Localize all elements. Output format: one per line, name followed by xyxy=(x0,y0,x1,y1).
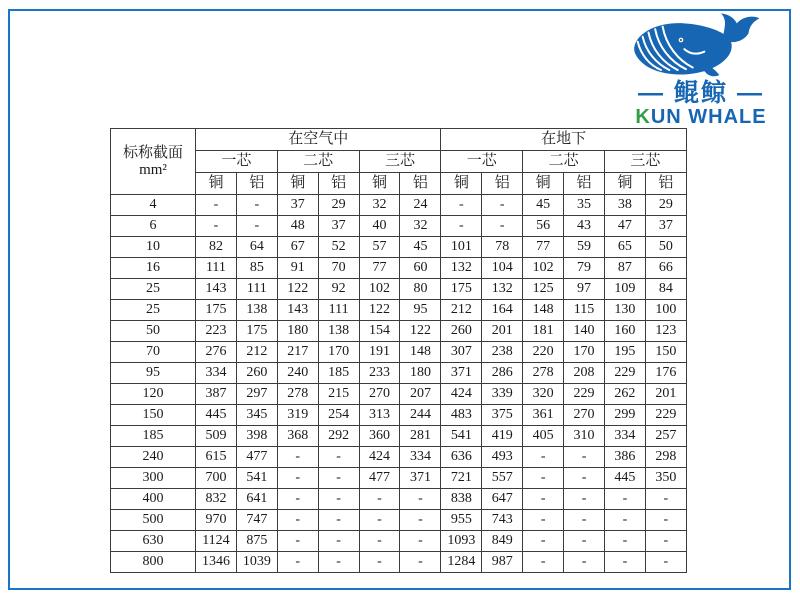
value-cell: 278 xyxy=(277,384,318,405)
value-cell: 160 xyxy=(604,321,645,342)
value-cell: - xyxy=(277,552,318,573)
value-cell: 1284 xyxy=(441,552,482,573)
value-cell: 445 xyxy=(604,468,645,489)
value-cell: 57 xyxy=(359,237,400,258)
material-header-cell: 铜 xyxy=(604,173,645,195)
value-cell: 345 xyxy=(236,405,277,426)
value-cell: 185 xyxy=(318,363,359,384)
table-row xyxy=(111,489,687,510)
value-cell: 238 xyxy=(482,342,523,363)
table-row xyxy=(111,237,687,258)
value-cell: 1124 xyxy=(196,531,237,552)
value-cell: 747 xyxy=(236,510,277,531)
value-cell: 47 xyxy=(604,216,645,237)
value-cell: 229 xyxy=(604,363,645,384)
material-header-cell: 铝 xyxy=(482,173,523,195)
table-header xyxy=(111,129,687,195)
value-cell: - xyxy=(523,510,564,531)
value-cell: 64 xyxy=(236,237,277,258)
value-cell: 483 xyxy=(441,405,482,426)
material-header-cell: 铜 xyxy=(196,173,237,195)
value-cell: 79 xyxy=(564,258,605,279)
table-row xyxy=(111,300,687,321)
table-row xyxy=(111,426,687,447)
core-header-cell: 三芯 xyxy=(604,151,686,173)
value-cell: 91 xyxy=(277,258,318,279)
value-cell: 262 xyxy=(604,384,645,405)
value-cell: 615 xyxy=(196,447,237,468)
value-cell: 138 xyxy=(318,321,359,342)
value-cell: 170 xyxy=(318,342,359,363)
value-cell: 286 xyxy=(482,363,523,384)
value-cell: - xyxy=(277,447,318,468)
value-cell: 320 xyxy=(523,384,564,405)
value-cell: 838 xyxy=(441,489,482,510)
section-cell: 800 xyxy=(111,552,196,573)
value-cell: 541 xyxy=(441,426,482,447)
value-cell: 875 xyxy=(236,531,277,552)
value-cell: 84 xyxy=(645,279,686,300)
value-cell: 212 xyxy=(441,300,482,321)
value-cell: - xyxy=(359,510,400,531)
value-cell: 350 xyxy=(645,468,686,489)
value-cell: 97 xyxy=(564,279,605,300)
value-cell: 386 xyxy=(604,447,645,468)
value-cell: 66 xyxy=(645,258,686,279)
value-cell: 140 xyxy=(564,321,605,342)
value-cell: 109 xyxy=(604,279,645,300)
value-cell: - xyxy=(645,531,686,552)
value-cell: 281 xyxy=(400,426,441,447)
section-cell: 150 xyxy=(111,405,196,426)
value-cell: - xyxy=(604,531,645,552)
value-cell: 32 xyxy=(400,216,441,237)
core-header-cell: 一芯 xyxy=(441,151,523,173)
value-cell: 270 xyxy=(359,384,400,405)
table-row xyxy=(111,216,687,237)
table-row xyxy=(111,363,687,384)
value-cell: 298 xyxy=(645,447,686,468)
table-row xyxy=(111,405,687,426)
value-cell: 48 xyxy=(277,216,318,237)
cable-ampacity-table xyxy=(110,128,687,573)
value-cell: 176 xyxy=(645,363,686,384)
value-cell: 361 xyxy=(523,405,564,426)
value-cell: 29 xyxy=(318,195,359,216)
core-header-cell: 三芯 xyxy=(359,151,441,173)
value-cell: 38 xyxy=(604,195,645,216)
value-cell: - xyxy=(604,510,645,531)
value-cell: 123 xyxy=(645,321,686,342)
value-cell: - xyxy=(277,468,318,489)
material-header-cell: 铝 xyxy=(236,173,277,195)
value-cell: 477 xyxy=(236,447,277,468)
brand-name-english xyxy=(612,106,790,128)
value-cell: - xyxy=(277,531,318,552)
value-cell: 310 xyxy=(564,426,605,447)
value-cell: 115 xyxy=(564,300,605,321)
value-cell: 37 xyxy=(318,216,359,237)
value-cell: 339 xyxy=(482,384,523,405)
value-cell: 132 xyxy=(441,258,482,279)
value-cell: 87 xyxy=(604,258,645,279)
value-cell: 92 xyxy=(318,279,359,300)
value-cell: 419 xyxy=(482,426,523,447)
value-cell: 387 xyxy=(196,384,237,405)
value-cell: 832 xyxy=(196,489,237,510)
value-cell: 32 xyxy=(359,195,400,216)
value-cell: - xyxy=(604,552,645,573)
value-cell: - xyxy=(196,195,237,216)
value-cell: - xyxy=(482,216,523,237)
value-cell: 40 xyxy=(359,216,400,237)
value-cell: 987 xyxy=(482,552,523,573)
value-cell: - xyxy=(277,489,318,510)
value-cell: 260 xyxy=(236,363,277,384)
table-row xyxy=(111,258,687,279)
value-cell: 371 xyxy=(441,363,482,384)
group-header-in-air: 在空气中 xyxy=(196,129,441,151)
value-cell: 276 xyxy=(196,342,237,363)
value-cell: 541 xyxy=(236,468,277,489)
material-header-cell: 铜 xyxy=(441,173,482,195)
core-header-cell: 一芯 xyxy=(196,151,278,173)
value-cell: 181 xyxy=(523,321,564,342)
value-cell: 45 xyxy=(523,195,564,216)
value-cell: 180 xyxy=(277,321,318,342)
value-cell: 77 xyxy=(359,258,400,279)
brand-logo xyxy=(612,10,790,128)
value-cell: 201 xyxy=(645,384,686,405)
value-cell: 56 xyxy=(523,216,564,237)
brand-name-chinese: — 鲲鲸 — xyxy=(638,79,764,107)
value-cell: 334 xyxy=(400,447,441,468)
table-row xyxy=(111,468,687,489)
section-cell: 630 xyxy=(111,531,196,552)
value-cell: 445 xyxy=(196,405,237,426)
value-cell: 208 xyxy=(564,363,605,384)
section-cell: 4 xyxy=(111,195,196,216)
value-cell: 77 xyxy=(523,237,564,258)
table-row xyxy=(111,321,687,342)
value-cell: 130 xyxy=(604,300,645,321)
value-cell: 175 xyxy=(236,321,277,342)
group-header-underground: 在地下 xyxy=(441,129,686,151)
value-cell: 85 xyxy=(236,258,277,279)
value-cell: 220 xyxy=(523,342,564,363)
value-cell: - xyxy=(196,216,237,237)
value-cell: 100 xyxy=(645,300,686,321)
value-cell: - xyxy=(400,510,441,531)
table-row xyxy=(111,195,687,216)
value-cell: 50 xyxy=(645,237,686,258)
value-cell: 212 xyxy=(236,342,277,363)
table-body xyxy=(111,195,687,573)
section-cell: 10 xyxy=(111,237,196,258)
value-cell: - xyxy=(523,552,564,573)
value-cell: 111 xyxy=(318,300,359,321)
value-cell: 170 xyxy=(564,342,605,363)
value-cell: 37 xyxy=(645,216,686,237)
value-cell: 148 xyxy=(523,300,564,321)
value-cell: 154 xyxy=(359,321,400,342)
material-header-cell: 铜 xyxy=(277,173,318,195)
value-cell: 334 xyxy=(604,426,645,447)
value-cell: 45 xyxy=(400,237,441,258)
value-cell: 111 xyxy=(236,279,277,300)
value-cell: - xyxy=(318,531,359,552)
material-header-cell: 铜 xyxy=(359,173,400,195)
value-cell: 175 xyxy=(196,300,237,321)
value-cell: - xyxy=(604,489,645,510)
value-cell: 229 xyxy=(645,405,686,426)
value-cell: 65 xyxy=(604,237,645,258)
value-cell: - xyxy=(359,552,400,573)
value-cell: 143 xyxy=(196,279,237,300)
value-cell: 700 xyxy=(196,468,237,489)
value-cell: - xyxy=(441,195,482,216)
value-cell: - xyxy=(482,195,523,216)
section-cell: 16 xyxy=(111,258,196,279)
value-cell: 368 xyxy=(277,426,318,447)
value-cell: 292 xyxy=(318,426,359,447)
corner-header: 标称截面 mm² xyxy=(111,129,196,195)
value-cell: - xyxy=(400,552,441,573)
section-cell: 500 xyxy=(111,510,196,531)
section-cell: 300 xyxy=(111,468,196,489)
value-cell: 150 xyxy=(645,342,686,363)
material-header-cell: 铜 xyxy=(523,173,564,195)
value-cell: - xyxy=(400,531,441,552)
value-cell: - xyxy=(523,531,564,552)
section-cell: 240 xyxy=(111,447,196,468)
value-cell: 207 xyxy=(400,384,441,405)
value-cell: 191 xyxy=(359,342,400,363)
value-cell: 278 xyxy=(523,363,564,384)
value-cell: 122 xyxy=(359,300,400,321)
value-cell: 125 xyxy=(523,279,564,300)
value-cell: 132 xyxy=(482,279,523,300)
value-cell: 405 xyxy=(523,426,564,447)
section-cell: 400 xyxy=(111,489,196,510)
value-cell: 60 xyxy=(400,258,441,279)
value-cell: 35 xyxy=(564,195,605,216)
value-cell: - xyxy=(359,489,400,510)
value-cell: - xyxy=(400,489,441,510)
value-cell: 647 xyxy=(482,489,523,510)
value-cell: 164 xyxy=(482,300,523,321)
section-cell: 185 xyxy=(111,426,196,447)
table-row xyxy=(111,384,687,405)
value-cell: - xyxy=(645,489,686,510)
value-cell: - xyxy=(318,468,359,489)
value-cell: 557 xyxy=(482,468,523,489)
brand-name-rest: UN WHALE xyxy=(650,106,767,128)
value-cell: 334 xyxy=(196,363,237,384)
value-cell: - xyxy=(318,447,359,468)
value-cell: 229 xyxy=(564,384,605,405)
value-cell: 743 xyxy=(482,510,523,531)
table-row xyxy=(111,447,687,468)
brand-letter-accent: K xyxy=(635,106,651,128)
value-cell: - xyxy=(359,531,400,552)
value-cell: 299 xyxy=(604,405,645,426)
value-cell: 102 xyxy=(523,258,564,279)
section-cell: 120 xyxy=(111,384,196,405)
core-header-cell: 二芯 xyxy=(277,151,359,173)
section-cell: 25 xyxy=(111,279,196,300)
value-cell: - xyxy=(564,489,605,510)
material-header-cell: 铝 xyxy=(318,173,359,195)
value-cell: 122 xyxy=(277,279,318,300)
value-cell: 424 xyxy=(441,384,482,405)
value-cell: 175 xyxy=(441,279,482,300)
table-row xyxy=(111,510,687,531)
value-cell: 1039 xyxy=(236,552,277,573)
value-cell: 493 xyxy=(482,447,523,468)
value-cell: 240 xyxy=(277,363,318,384)
value-cell: 37 xyxy=(277,195,318,216)
material-header-cell: 铝 xyxy=(400,173,441,195)
value-cell: 641 xyxy=(236,489,277,510)
value-cell: 721 xyxy=(441,468,482,489)
value-cell: - xyxy=(564,447,605,468)
value-cell: 215 xyxy=(318,384,359,405)
value-cell: 307 xyxy=(441,342,482,363)
value-cell: 260 xyxy=(441,321,482,342)
value-cell: 223 xyxy=(196,321,237,342)
value-cell: 319 xyxy=(277,405,318,426)
value-cell: - xyxy=(318,489,359,510)
value-cell: 104 xyxy=(482,258,523,279)
value-cell: 195 xyxy=(604,342,645,363)
value-cell: 138 xyxy=(236,300,277,321)
value-cell: 102 xyxy=(359,279,400,300)
value-cell: 636 xyxy=(441,447,482,468)
value-cell: 244 xyxy=(400,405,441,426)
material-header-cell: 铝 xyxy=(564,173,605,195)
value-cell: 398 xyxy=(236,426,277,447)
value-cell: - xyxy=(564,531,605,552)
value-cell: - xyxy=(236,195,277,216)
value-cell: 477 xyxy=(359,468,400,489)
value-cell: 111 xyxy=(196,258,237,279)
value-cell: 43 xyxy=(564,216,605,237)
table-row xyxy=(111,279,687,300)
value-cell: 849 xyxy=(482,531,523,552)
value-cell: - xyxy=(318,552,359,573)
value-cell: - xyxy=(564,552,605,573)
value-cell: 313 xyxy=(359,405,400,426)
value-cell: 101 xyxy=(441,237,482,258)
value-cell: 59 xyxy=(564,237,605,258)
value-cell: 95 xyxy=(400,300,441,321)
value-cell: - xyxy=(523,447,564,468)
whale-logo-icon xyxy=(612,10,790,80)
section-cell: 25 xyxy=(111,300,196,321)
value-cell: 82 xyxy=(196,237,237,258)
value-cell: 970 xyxy=(196,510,237,531)
value-cell: - xyxy=(564,510,605,531)
table-row xyxy=(111,342,687,363)
value-cell: 297 xyxy=(236,384,277,405)
value-cell: 375 xyxy=(482,405,523,426)
value-cell: - xyxy=(523,489,564,510)
value-cell: 217 xyxy=(277,342,318,363)
value-cell: 254 xyxy=(318,405,359,426)
value-cell: 201 xyxy=(482,321,523,342)
value-cell: 29 xyxy=(645,195,686,216)
table-row xyxy=(111,552,687,573)
value-cell: 70 xyxy=(318,258,359,279)
value-cell: 257 xyxy=(645,426,686,447)
value-cell: 52 xyxy=(318,237,359,258)
value-cell: - xyxy=(645,552,686,573)
material-header-row xyxy=(111,173,687,195)
value-cell: 371 xyxy=(400,468,441,489)
value-cell: 424 xyxy=(359,447,400,468)
value-cell: 1346 xyxy=(196,552,237,573)
value-cell: 955 xyxy=(441,510,482,531)
section-cell: 6 xyxy=(111,216,196,237)
value-cell: 80 xyxy=(400,279,441,300)
value-cell: 1093 xyxy=(441,531,482,552)
value-cell: 180 xyxy=(400,363,441,384)
value-cell: 67 xyxy=(277,237,318,258)
section-cell: 70 xyxy=(111,342,196,363)
value-cell: 143 xyxy=(277,300,318,321)
section-cell: 95 xyxy=(111,363,196,384)
value-cell: 270 xyxy=(564,405,605,426)
core-header-cell: 二芯 xyxy=(523,151,605,173)
core-header-row xyxy=(111,151,687,173)
value-cell: - xyxy=(645,510,686,531)
value-cell: 122 xyxy=(400,321,441,342)
value-cell: - xyxy=(277,510,318,531)
section-cell: 50 xyxy=(111,321,196,342)
value-cell: 78 xyxy=(482,237,523,258)
table-row xyxy=(111,531,687,552)
material-header-cell: 铝 xyxy=(645,173,686,195)
value-cell: 233 xyxy=(359,363,400,384)
value-cell: 509 xyxy=(196,426,237,447)
value-cell: - xyxy=(441,216,482,237)
value-cell: 360 xyxy=(359,426,400,447)
value-cell: 148 xyxy=(400,342,441,363)
value-cell: - xyxy=(318,510,359,531)
value-cell: - xyxy=(236,216,277,237)
value-cell: - xyxy=(523,468,564,489)
value-cell: 24 xyxy=(400,195,441,216)
value-cell: - xyxy=(564,468,605,489)
